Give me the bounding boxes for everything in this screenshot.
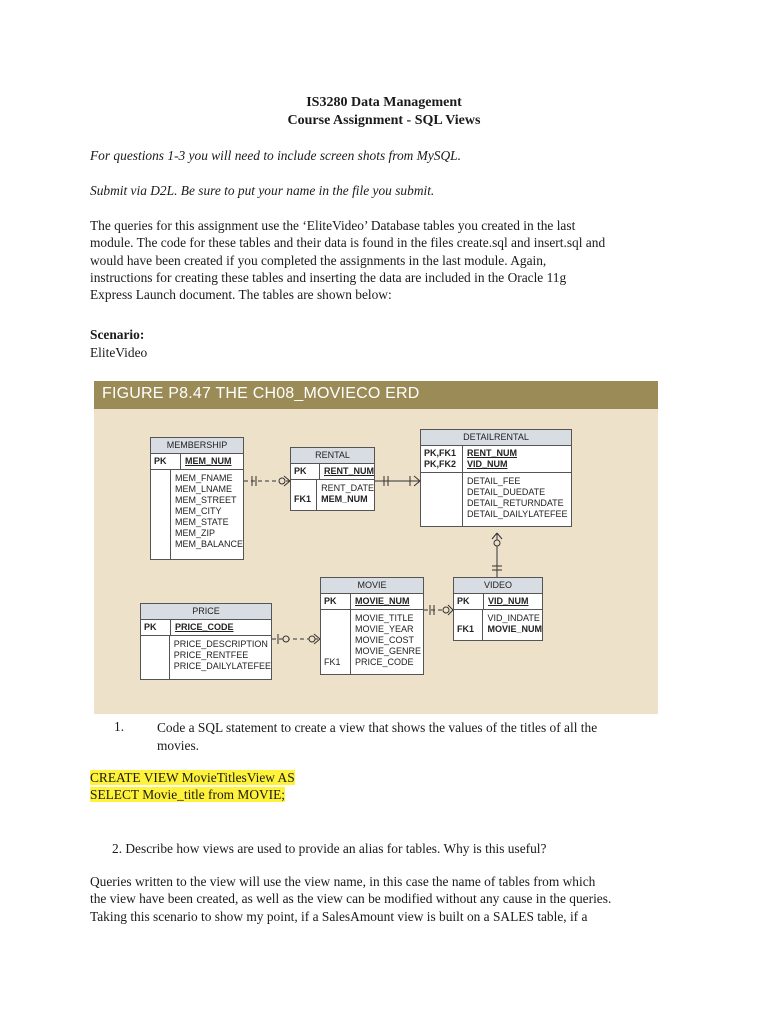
entity-name: PRICE (141, 604, 271, 620)
entity-name: DETAILRENTAL (421, 430, 571, 446)
sql-line: SELECT Movie_title from MOVIE; (90, 787, 286, 803)
entity-movie (320, 577, 424, 675)
instruction-screenshots: For questions 1-3 you will need to include screen shots from MySQL. (90, 148, 461, 163)
intro-line: instructions for creating these tables and inserting the data are included in the Oracle 11g (90, 269, 567, 285)
field: MEM_LNAME (174, 484, 232, 494)
entity-video (453, 577, 543, 641)
question1-line: movies. (157, 738, 200, 753)
pk-field: VID_NUM (488, 596, 529, 606)
pk-label: PK (151, 454, 181, 469)
entity-rental (290, 447, 375, 511)
field: PRICE_CODE (355, 657, 414, 667)
question2-text: 2. Describe how views are used to provide an alias for tables. Why is this useful? (112, 841, 547, 856)
intro-line: Express Launch document. The tables are shown below: (90, 287, 392, 303)
field: PRICE_DAILYLATEFEE (173, 661, 271, 671)
field: PRICE_RENTFEE (173, 650, 249, 660)
scenario-name: EliteVideo (90, 345, 148, 360)
field: MEM_NUM (321, 494, 368, 504)
question1-number: 1. (114, 719, 125, 734)
sql-line: CREATE VIEW MovieTitlesView AS (90, 770, 295, 785)
field: MEM_BALANCE (174, 539, 243, 549)
field: DETAIL_FEE (467, 476, 521, 486)
answer-line: the view have been created, as well as the view can be modified without any cause in the queries. (90, 891, 612, 907)
figure-title: FIGURE P8.47 THE CH08_MOVIECO ERD (102, 385, 420, 402)
field: MEM_STREET (174, 495, 237, 505)
entity-detailrental (420, 429, 572, 527)
scenario-label: Scenario: (90, 327, 145, 342)
field: DETAIL_DUEDATE (467, 487, 546, 497)
entity-price (140, 603, 272, 680)
pk-label: PK (291, 464, 320, 479)
answer-line: Queries written to the view will use the view name, in this case the name of tables from which (90, 874, 596, 889)
field: MOVIE_GENRE (355, 646, 422, 656)
pk-label: PK,FK2 (424, 459, 457, 469)
doc-title-line2: Course Assignment - SQL Views (287, 113, 481, 128)
field: VID_INDATE (487, 613, 540, 623)
question1-answer (90, 769, 295, 804)
fk-label: FK1 (457, 624, 475, 634)
field: MEM_CITY (174, 506, 222, 516)
fk-label: FK1 (294, 494, 312, 504)
field: DETAIL_RETURNDATE (467, 498, 564, 508)
question1-line: Code a SQL statement to create a view that shows the values of the titles of all the (157, 720, 598, 735)
pk-label: PK (321, 594, 351, 609)
pk-field: VID_NUM (467, 459, 508, 469)
field: MOVIE_TITLE (355, 613, 414, 623)
intro-paragraph (90, 217, 680, 303)
pk-field: RENT_NUM (323, 466, 374, 476)
instruction-submit: Submit via D2L. Be sure to put your name in the file you submit. (90, 183, 435, 198)
field: MEM_STATE (174, 517, 229, 527)
pk-field: PRICE_CODE (175, 622, 234, 632)
pk-label: PK (141, 620, 171, 635)
pk-label: PK,FK1 (424, 448, 457, 458)
question2-answer (90, 873, 680, 925)
intro-line: would have been created if you completed the assignments in the last module. Again, (90, 252, 547, 268)
pk-field: MEM_NUM (185, 456, 232, 466)
entity-membership (150, 437, 244, 560)
entity-name: MEMBERSHIP (151, 438, 243, 454)
pk-field: RENT_NUM (467, 448, 518, 458)
entity-name: VIDEO (454, 578, 542, 594)
fk-label: FK1 (324, 657, 341, 667)
intro-line: The queries for this assignment use the ‘EliteVideo’ Database tables you created in the last (90, 218, 576, 233)
field: RENT_DATE (321, 483, 374, 493)
pk-label: PK (454, 594, 484, 609)
doc-title-line1: IS3280 Data Management (306, 95, 462, 110)
entity-name: MOVIE (321, 578, 423, 594)
field: MOVIE_NUM (487, 624, 542, 634)
field: MOVIE_COST (355, 635, 415, 645)
answer-line: Taking this scenario to show my point, if a SalesAmount view is built on a SALES table, if a (90, 908, 588, 924)
pk-field: MOVIE_NUM (355, 596, 410, 606)
field: PRICE_DESCRIPTION (173, 639, 268, 649)
field: MOVIE_YEAR (355, 624, 414, 634)
entity-name: RENTAL (291, 448, 374, 464)
erd-figure (94, 381, 658, 714)
question1-text (157, 719, 677, 755)
field: DETAIL_DAILYLATEFEE (467, 509, 568, 519)
intro-line: module. The code for these tables and their data is found in the files create.sql and insert.sql and (90, 235, 606, 251)
field: MEM_FNAME (174, 473, 233, 483)
field: MEM_ZIP (174, 528, 215, 538)
